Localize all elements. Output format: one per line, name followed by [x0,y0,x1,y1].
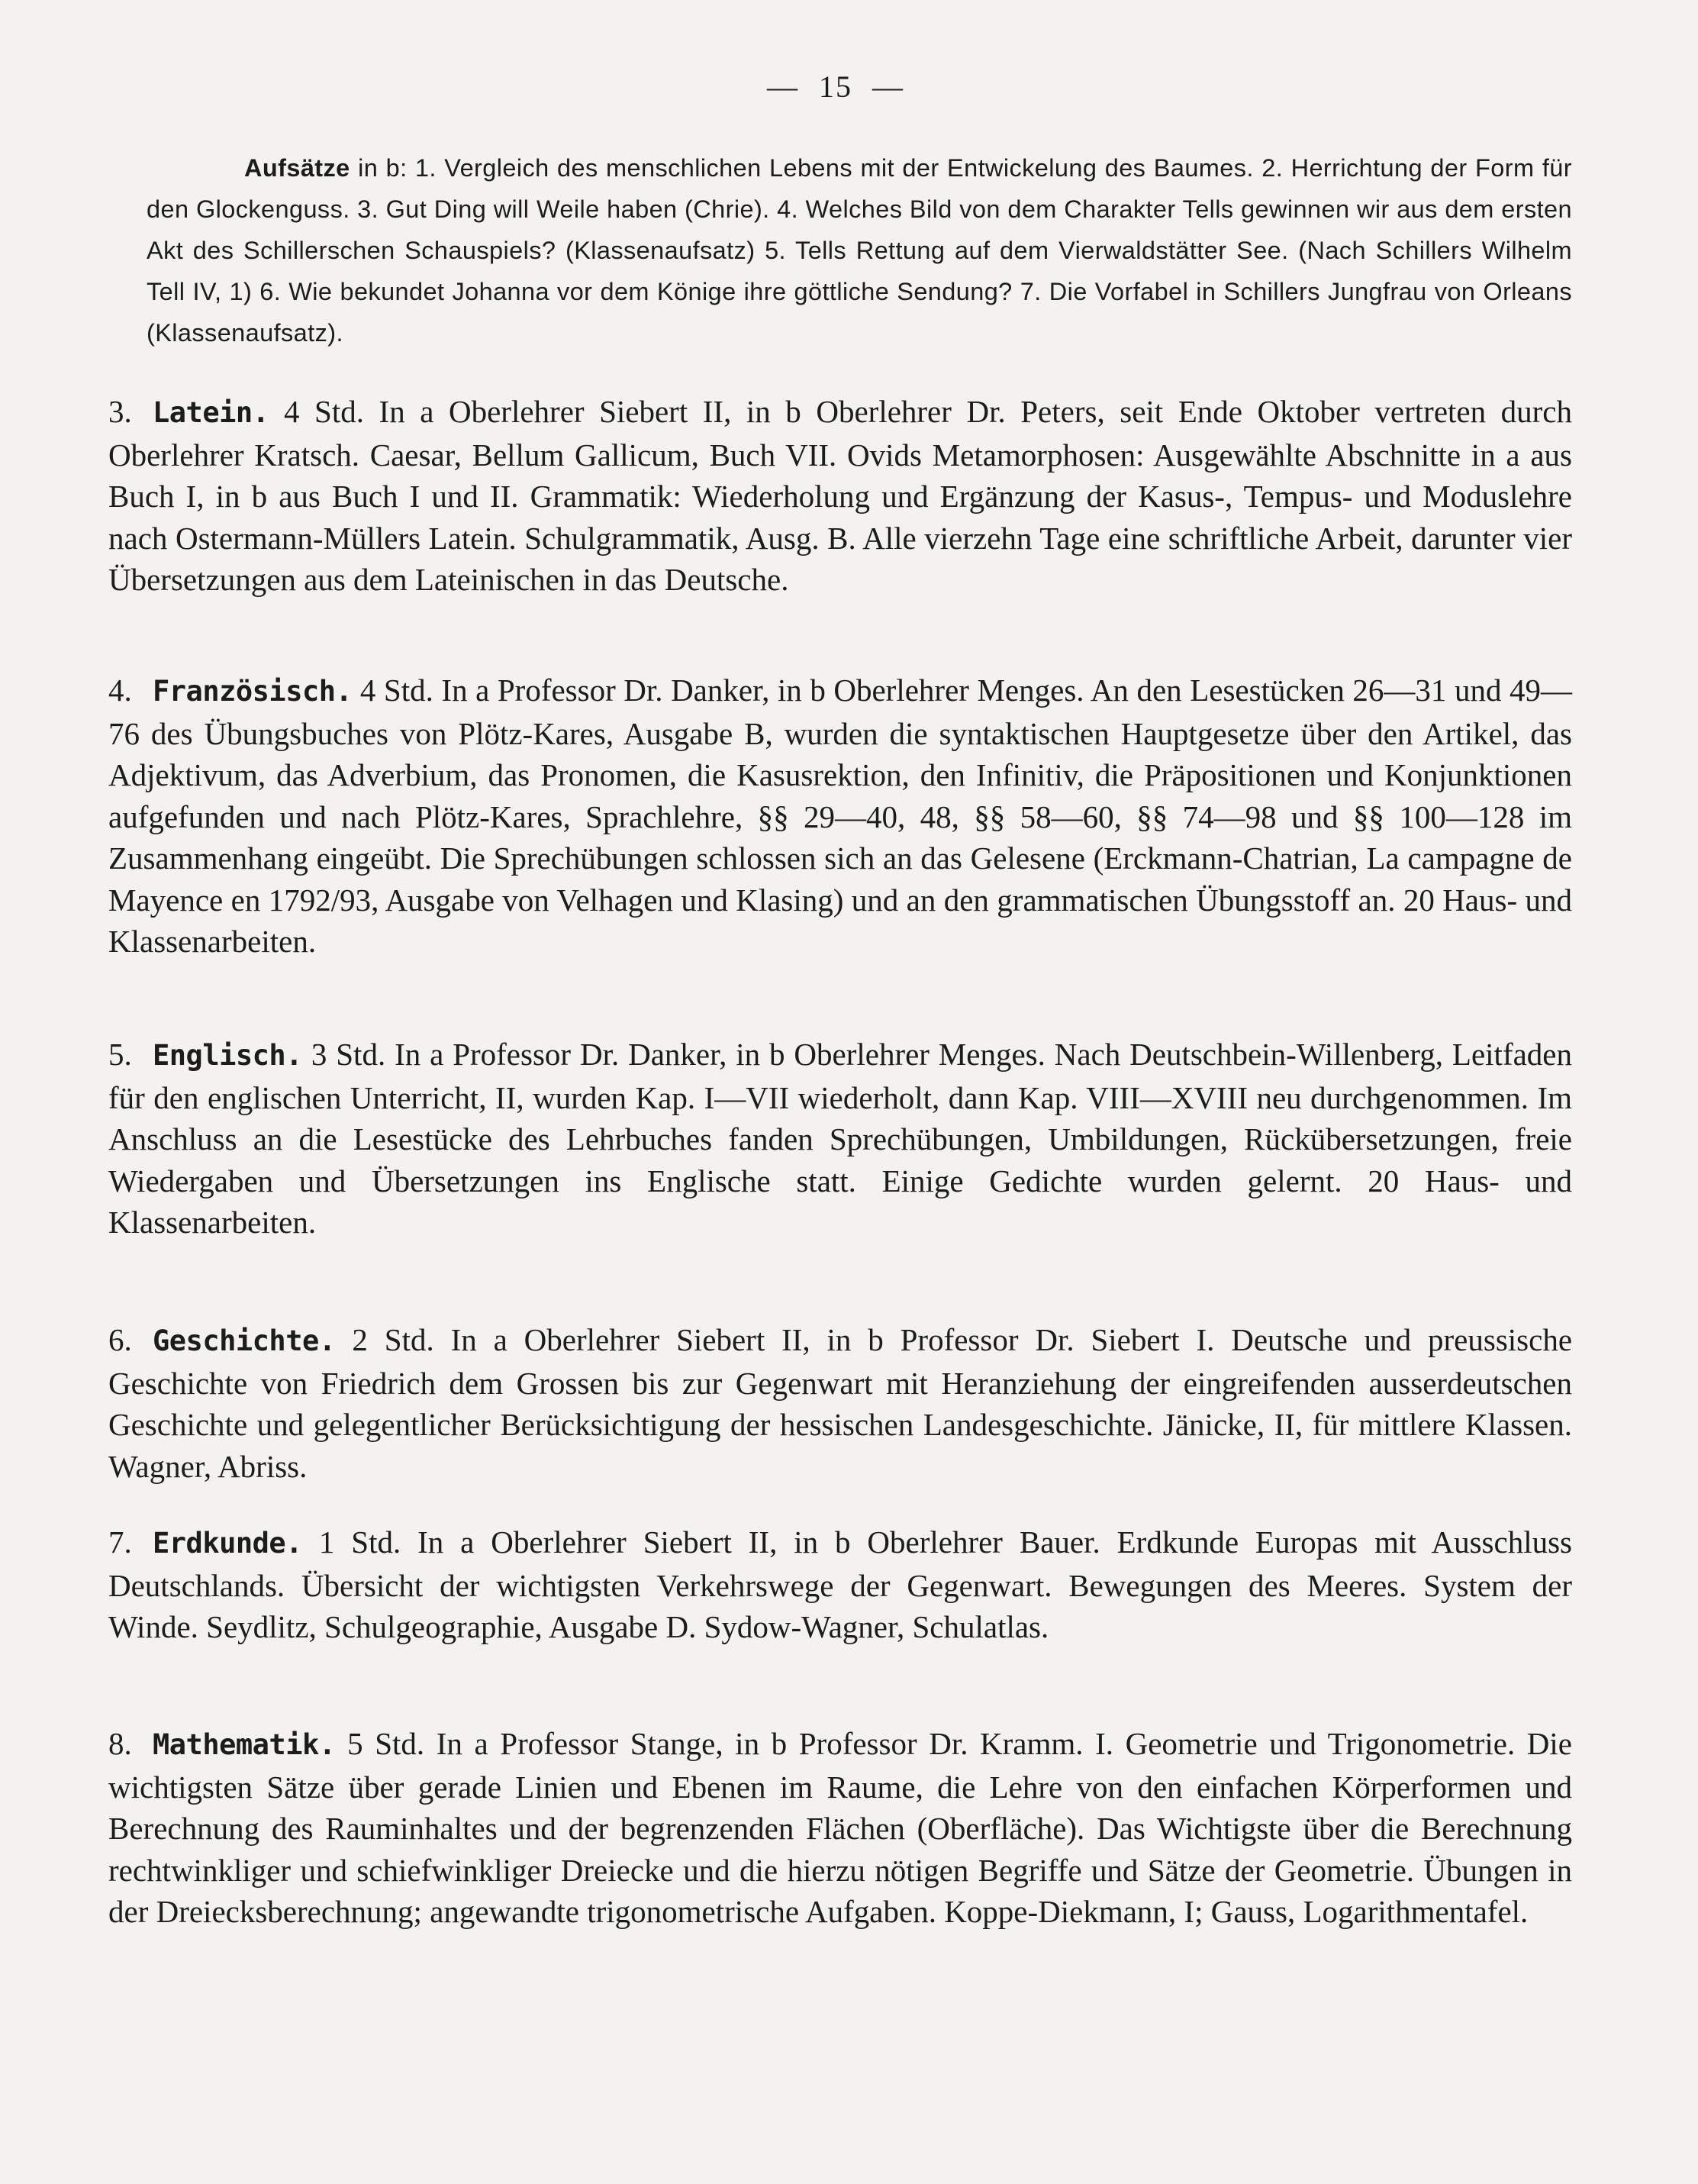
subject-number: 5. [108,1037,132,1072]
subject-title: Erdkunde. [153,1527,302,1560]
page-number-value: 15 [819,69,852,104]
subject-title: Englisch. [153,1039,302,1072]
essays-paragraph [147,147,1572,353]
subject-text: 2 Std. In a Oberlehrer Siebert II, in b Professor Dr. Siebert I. Deutsche und preussische Geschichte von Friedrich dem Grossen bis zur Gegenwart mit Heranziehung der eingreifenden ausserdeutschen Geschichte und gelegentlicher Berücksichtigung der hessischen Landesgeschichte. Jänicke, II, für mittlere Klassen. Wagner, Abriss. [108,1322,1573,1484]
page-number [0,69,1671,105]
dash-left: — [767,69,799,104]
essays-text: in b: 1. Vergleich des menschlichen Lebens mit der Entwickelung des Baumes. 2. Herrichtung der Form für den Glockenguss. 3. Gut Ding will Weile haben (Chrie). 4. Welches Bild von dem Charakter Tells gewinnen wir aus dem ersten Akt des Schillerschen Schauspiels? (Klassenaufsatz) 5. Tells Rettung auf dem Vierwaldstätter See. (Nach Schillers Wilhelm Tell IV, 1) 6. Wie bekundet Johanna vor dem Könige ihre göttliche Sendung? 7. Die Vorfabel in Schillers Jungfrau von Orleans (Klassenaufsatz). [147,154,1572,347]
dash-right: — [872,69,904,104]
subject-title: Geschichte. [153,1324,336,1357]
subject-text: 4 Std. In a Professor Dr. Danker, in b Oberlehrer Menges. An den Lesestücken 26—31 und 49—76 des Übungsbuches von Plötz-Kares, Ausgabe B, wurden die syntaktischen Hauptgesetze über den Artikel, das Adjektivum, das Adverbium, das Pronomen, die Kasusrektion, den Infinitiv, die Präpositionen und Konjunktionen aufgefunden und nach Plötz-Kares, Sprachlehre, §§ 29—40, 48, §§ 58—60, §§ 74—98 und §§ 100—128 im Zusammenhang eingeübt. Die Sprechübungen schlossen sich an das Gelesene (Erckmann-Chatrian, La campagne de Mayence en 1792/93, Ausgabe von Velhagen und Klasing) und an den grammatischen Übungsstoff an. 20 Haus- und Klassenarbeiten. [108,673,1573,959]
subject-number: 3. [108,394,132,429]
subject-number: 4. [108,673,132,708]
subject-number: 8. [108,1726,132,1761]
subject-text: 1 Std. In a Oberlehrer Siebert II, in b Oberlehrer Bauer. Erdkunde Europas mit Ausschluss Deutschlands. Übersicht der wichtigsten Verkehrswege der Gegenwart. Bewegungen des Meeres. System der Winde. Seydlitz, Schulgeographie, Ausgabe D. Sydow-Wagner, Schulatlas. [108,1524,1573,1644]
subject-latein [108,391,1572,601]
essays-label: Aufsätze [244,154,350,182]
subject-geschichte [108,1319,1572,1487]
subject-text: 3 Std. In a Professor Dr. Danker, in b Oberlehrer Menges. Nach Deutschbein-Willenberg, Leitfaden für den englischen Unterricht, II, wurden Kap. I—VII wiederholt, dann Kap. VIII—XVIII neu durchgenommen. Im Anschluss an die Lesestücke des Lehrbuches fanden Sprechübungen, Umbildungen, Rückübersetzungen, freie Wiedergaben und Übersetzungen ins Englische statt. Einige Gedichte wurden gelernt. 20 Haus- und Klassenarbeiten. [108,1037,1572,1240]
subject-text: 5 Std. In a Professor Stange, in b Professor Dr. Kramm. I. Geometrie und Trigonometrie. Die wichtigsten Sätze über gerade Linien und Ebenen im Raume, die Lehre von den einfachen Körperformen und Berechnung des Rauminhaltes und der begrenzenden Flächen (Oberfläche). Das Wichtigste über die Berechnung rechtwinkliger und schiefwinkliger Dreiecke und die hierzu nötigen Begriffe und Sätze der Geometrie. Übungen in der Dreiecksberechnung; angewandte trigonometrische Aufgaben. Koppe-Diekmann, I; Gauss, Logarithmentafel. [108,1726,1572,1929]
subject-title: Mathematik. [153,1728,336,1761]
subject-mathematik [108,1723,1572,1933]
subject-englisch [108,1034,1572,1244]
subject-title: Latein. [153,396,269,429]
subject-franzoesisch [108,669,1572,963]
subject-text: 4 Std. In a Oberlehrer Siebert II, in b Oberlehrer Dr. Peters, seit Ende Oktober vertreten durch Oberlehrer Kratsch. Caesar, Bellum Gallicum, Buch VII. Ovids Metamorphosen: Ausgewählte Abschnitte in a aus Buch I, in b aus Buch I und II. Grammatik: Wiederholung und Ergänzung der Kasus-, Tempus- und Moduslehre nach Ostermann-Müllers Latein. Schulgrammatik, Ausg. B. Alle vierzehn Tage eine schriftliche Arbeit, darunter vier Übersetzungen aus dem Lateinischen in das Deutsche. [108,394,1573,597]
subject-erdkunde [108,1521,1572,1648]
subject-number: 6. [108,1322,132,1357]
subject-number: 7. [108,1524,132,1560]
subject-title: Französisch. [153,675,353,708]
